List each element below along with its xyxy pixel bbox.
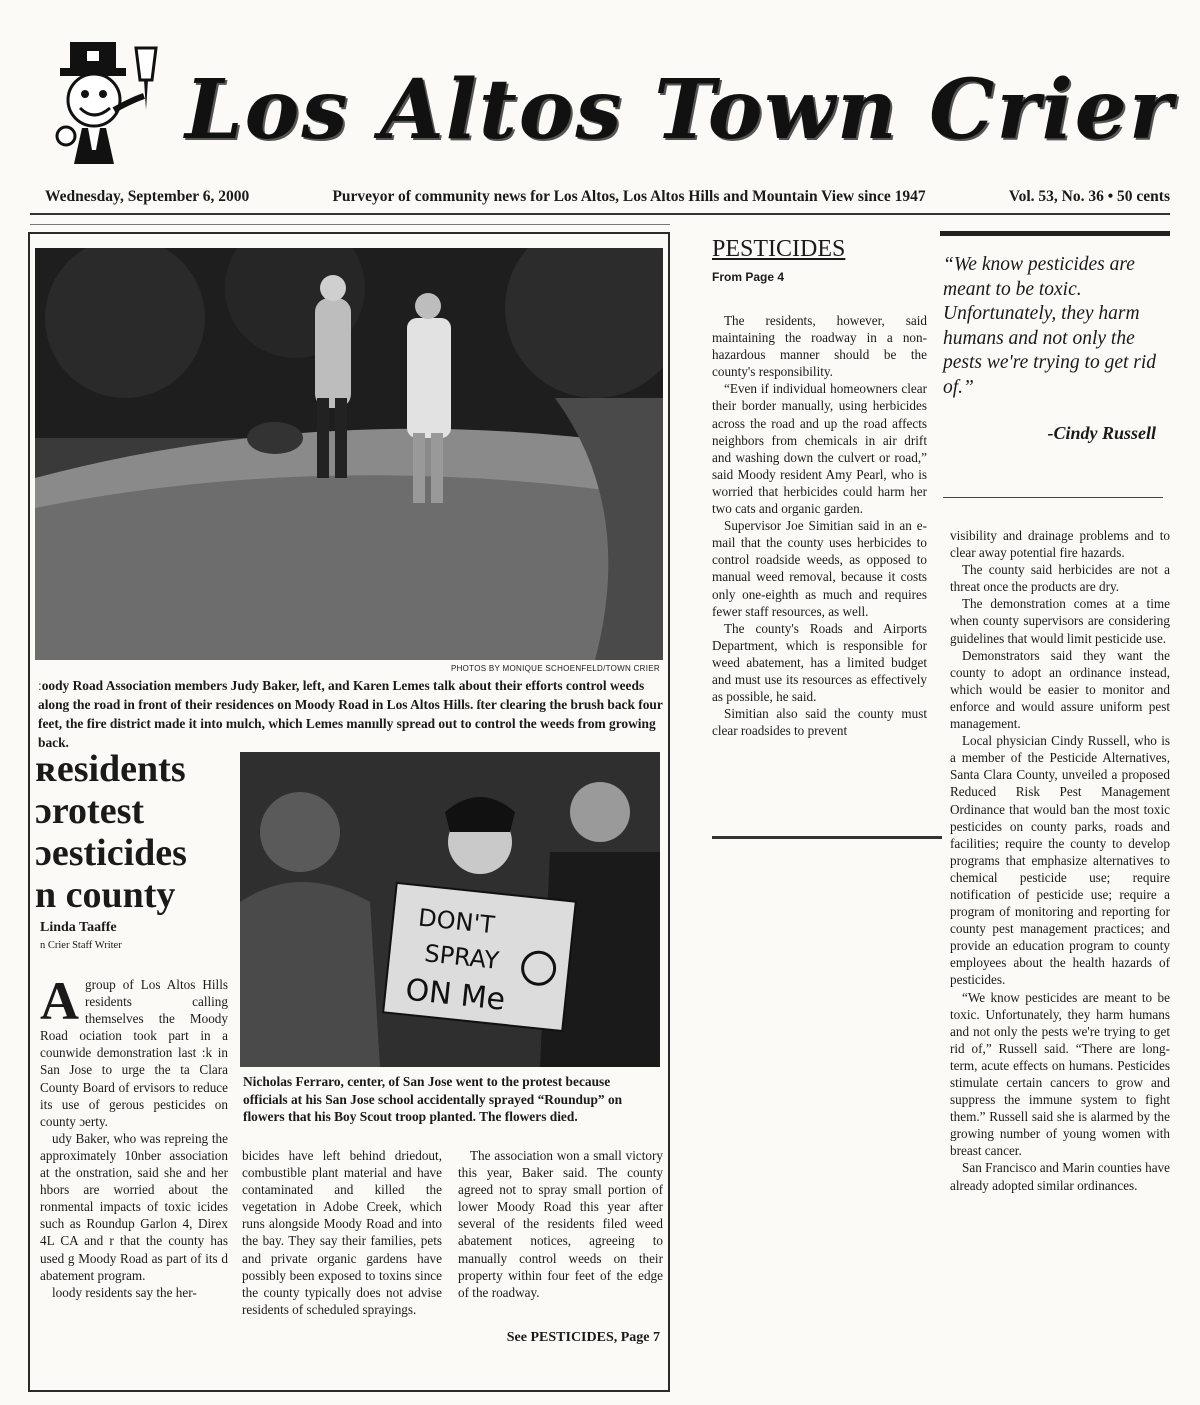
article-headline xyxy=(35,748,240,916)
continued-on-link[interactable]: See PESTICIDES, Page 7 xyxy=(506,1330,660,1345)
jump-heading: PESTICIDES xyxy=(712,236,846,262)
article-column-3 xyxy=(458,1147,663,1301)
protest-photo-caption: Nicholas Ferraro, center, of San Jose went to the protest because officials at his San Jose school accidentally sprayed “Roundup” on flowers that his Boy Scout troop planted. The flowers died. xyxy=(243,1074,623,1124)
jump-column xyxy=(712,312,927,739)
paragraph: The association won a small victory this year, Baker said. The county agreed not to spray small portion of lower Moody Road this year after several of the residents filed weed abatement notices, agreeing to manually control weeds on their property within four feet of the edge of the roadway. xyxy=(458,1148,663,1300)
pullquote-rule-bottom xyxy=(943,497,1163,498)
headline-line: ʀesidents xyxy=(35,748,186,790)
article-column-1 xyxy=(40,971,228,1301)
headline-line: n county xyxy=(35,874,176,916)
moody-road-photo xyxy=(35,248,663,660)
paragraph: visibility and drainage problems and to clear away potential fire hazards. xyxy=(950,528,1170,561)
paragraph: The demonstration comes at a time when county supervisors are considering guidelines that would limit pesticide use. xyxy=(950,596,1170,646)
paragraph: udy Baker, who was repreing the approximately 10nber association at the onstration, said she and her hbors are worried about the ronmental impacts of toxic icides such as Roundup Garlon 4, Direx 4L CA and r that the county has used g Moody Road as part of its d abatement program. xyxy=(40,1130,228,1283)
paragraph: group of Los Altos Hills residents calling themselves the Moody Road ociation took part in a counwide demonstration last :k in San Jose to urge the ta Clara County Board of ervisors to reduce its use of gerous pesticides on county ɔerty. xyxy=(40,977,228,1129)
jump-from-label: From Page 4 xyxy=(712,270,785,284)
tagline: Purveyor of community news for Los Altos, Los Altos Hills and Mountain View since 1947 xyxy=(332,188,926,205)
pull-quote-attribution: -Cindy Russell xyxy=(1047,423,1156,443)
paragraph: Simitian also said the county must clear roadsides to prevent xyxy=(712,706,927,739)
masthead-rule-thin xyxy=(30,224,670,225)
byline-role: n Crier Staff Writer xyxy=(40,940,122,951)
paragraph: bicides have left behind driedout, combustible plant material and have contaminated and killed the vegetation in Adobe Creek, which runs alongside Moody Road and into the bay. They say their families, pets and private organic gardens have possibly been exposed to toxins since the county typically does not advise residents of scheduled sprayings. xyxy=(242,1148,442,1317)
pull-quote: “We know pesticides are meant to be toxic. Unfortunately, they harm humans and not only the pests we're trying to get rid of.” xyxy=(943,254,1157,398)
paragraph: The county's Roads and Airports Department, which is responsible for weed abatement, has a limited budget and must use its resources as effectively as possible, he said. xyxy=(712,620,927,705)
svg-text:SPRAY: SPRAY xyxy=(423,939,501,975)
issue-date: Wednesday, September 6, 2000 xyxy=(45,188,250,205)
paragraph: The county said herbicides are not a threat once the products are dry. xyxy=(950,562,1170,595)
article-column-2 xyxy=(242,1147,442,1318)
protest-sign-text: DON'T xyxy=(416,903,496,940)
paragraph: “We know pesticides are meant to be toxic. Unfortunately, they harm humans and not only the pests we're trying to get rid of,” Russell said. “There are long-term, acute effects on humans. Pesticides stimulate certain cancers to grow and suppress the immune system to fight them.” Russell said she is alarmed by the growing number of young women with breast cancer. xyxy=(950,989,1170,1159)
newspaper-title: Los Altos Town Crier xyxy=(185,62,1175,158)
pullquote-rule-top xyxy=(940,231,1170,236)
right-column xyxy=(950,527,1170,1194)
paragraph: Local physician Cindy Russell, who is a member of the Pesticide Alternatives, Santa Clara County, unveiled a proposed Reduced Risk Pest Management Ordinance that would ban the most toxic pesticides on county parks, roads and facilities; require the county to develop programs that emphasize alternatives to chemical pesticide use; require notification of pesticide use; require a program of monitoring and reporting for county pest management practices; and provide an education program to county employees about the health hazards of pesticides. xyxy=(950,733,1170,988)
svg-text:ON Me: ON Me xyxy=(403,972,507,1018)
protest-photo xyxy=(240,752,660,1067)
issue-number: Vol. 53, No. 36 • 50 cents xyxy=(1008,188,1170,205)
paragraph: Supervisor Joe Simitian said in an e-mail that the county uses herbicides to control roadside weeds, as opposed to manual weed removal, because it costs only one-eighth as much and requires fewer staff resources, as well. xyxy=(712,518,927,619)
paragraph: loody residents say the her- xyxy=(52,1284,197,1300)
paragraph: The residents, however, said maintaining the roadway in a non-hazardous manner should be the county's responsibility. xyxy=(712,313,927,380)
paragraph: San Francisco and Marin counties have already adopted similar ordinances. xyxy=(950,1160,1170,1193)
paragraph: “Even if individual homeowners clear their border manually, using herbicides across the road and up the road affects neighbors from chemicals in air drift and washing down the culvert or road,” said Moody resident Amy Pearl, who is worried that herbicides could harm her two cats and organic garden. xyxy=(712,381,927,517)
byline: Linda Taaffe xyxy=(40,920,117,935)
masthead-rule xyxy=(30,213,1170,215)
headline-line: ɔrotest xyxy=(35,790,145,832)
town-crier-mascot-logo xyxy=(52,40,172,170)
photo-credit: PHOTOS BY MONIQUE SCHOENFELD/TOWN CRIER xyxy=(450,664,660,673)
headline-line: ɔesticides xyxy=(35,832,187,874)
column-end-rule xyxy=(712,836,942,839)
lead-photo-caption: ːoody Road Association members Judy Baker, left, and Karen Lemes talk about their efforts control weeds along the road in front of their residences on Moody Road in Los Altos Hills. ſter clearing the brush back four feet, the fire district made it into mulch, which Lemes manıılly spread out to control the weeds from growing back. xyxy=(38,678,663,750)
drop-cap: A xyxy=(40,971,79,1031)
paragraph: Demonstrators said they want the county to adopt an ordinance instead, which would be easier to monitor and enforce and would assure uniform pest management. xyxy=(950,647,1170,732)
dateline xyxy=(45,184,1170,210)
